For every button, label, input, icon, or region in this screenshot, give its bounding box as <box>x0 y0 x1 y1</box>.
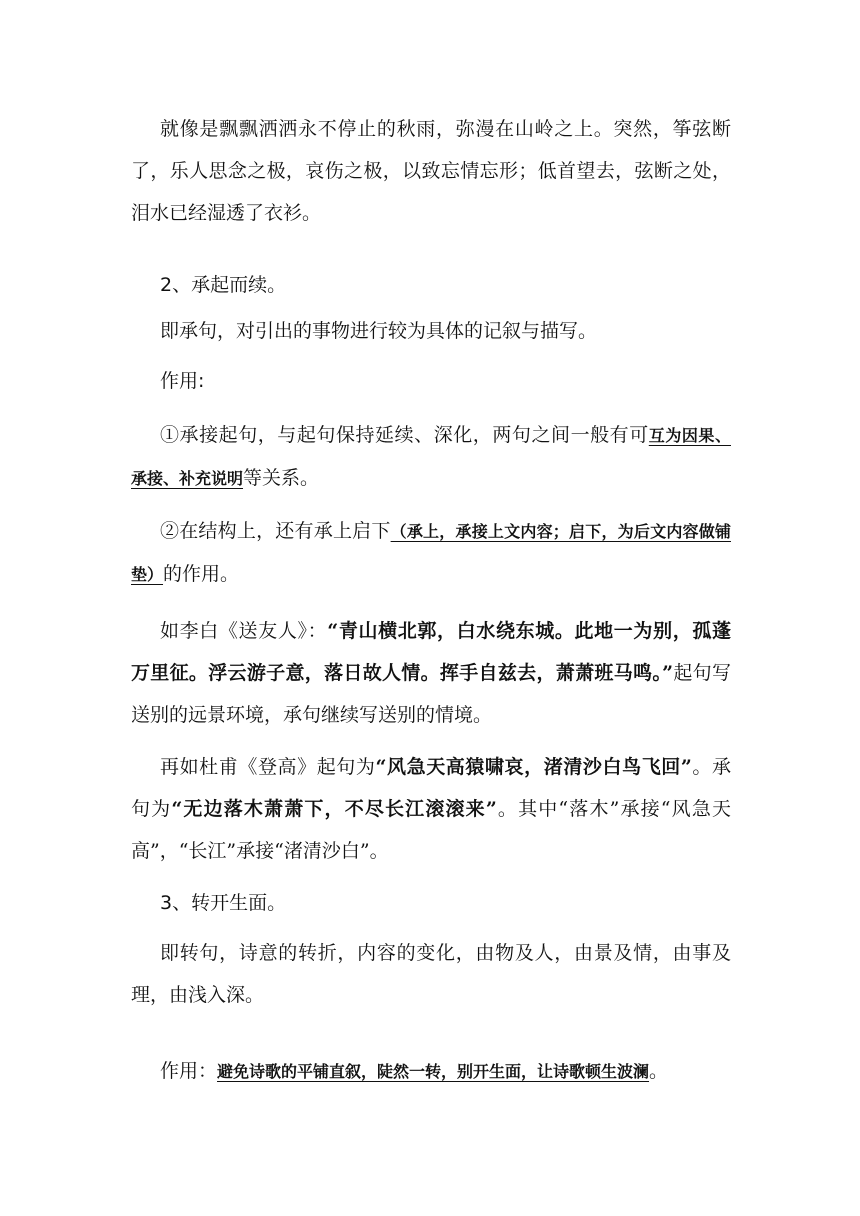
paragraph-li-bai-example <box>131 610 731 736</box>
text-segment: 。 <box>649 1060 669 1082</box>
text-segment: 再如杜甫《登高》起句为 <box>160 756 376 778</box>
text-segment: 。其中“落木”承接“风急天高”，“长江”承接“渚清沙白”。 <box>131 798 731 862</box>
underlined-function: 避免诗歌的平铺直叙，陡然一转，别开生面，让诗歌顿生波澜 <box>217 1062 650 1081</box>
paragraph-zhuan-function <box>131 1050 731 1093</box>
bold-poem-quote: “青山横北郭，白水绕东城。此地一为别，孤蓬万里征。浮云游子意，落日故人情。挥手自兹去，萧萧班马鸣。” <box>131 620 731 684</box>
label-function: 作用: <box>160 370 205 392</box>
text-segment: ①承接起句，与起句保持延续、深化，两句之间一般有可 <box>160 424 649 446</box>
bold-poem-quote-2: “无边落木萧萧下，不尽长江滚滚来” <box>171 798 497 820</box>
text-segment: 等关系。 <box>243 467 320 489</box>
heading-cheng: 2、承起而续。 <box>160 274 287 296</box>
bold-poem-quote-1: “风急天高猿啸哀，渚清沙白鸟飞回” <box>375 756 692 778</box>
text-segment: 。承句为 <box>131 756 731 820</box>
paragraph-autumn-rain: 就像是飘飘洒洒永不停止的秋雨，弥漫在山岭之上。突然，筝弦断了，乐人思念之极，哀伤之极，以致忘情忘形；低首望去，弦断之处，泪水已经湿透了衣衫。 <box>131 118 731 224</box>
heading-zhuan: 3、转开生面。 <box>160 892 287 914</box>
paragraph-function-1 <box>131 414 731 500</box>
text-segment: ②在结构上，还有承上启下 <box>160 520 391 542</box>
label-function: 作用： <box>160 1060 218 1082</box>
paragraph-function-2 <box>131 510 731 596</box>
underlined-relations: 互为因果、承接、补充说明 <box>131 426 731 488</box>
text-segment: 如李白《送友人》： <box>160 620 328 642</box>
underlined-explanation: （承上，承接上文内容；启下，为后文内容做铺垫） <box>131 522 731 584</box>
text-segment: 起句写送别的远景环境，承句继续写送别的情境。 <box>131 662 731 726</box>
paragraph-zhuan-definition: 即转句，诗意的转折，内容的变化，由物及人，由景及情，由事及理，由浅入深。 <box>131 942 731 1006</box>
paragraph-cheng-definition: 即承句，对引出的事物进行较为具体的记叙与描写。 <box>160 320 598 342</box>
paragraph-du-fu-example <box>131 746 731 872</box>
text-segment: 的作用。 <box>163 563 240 585</box>
